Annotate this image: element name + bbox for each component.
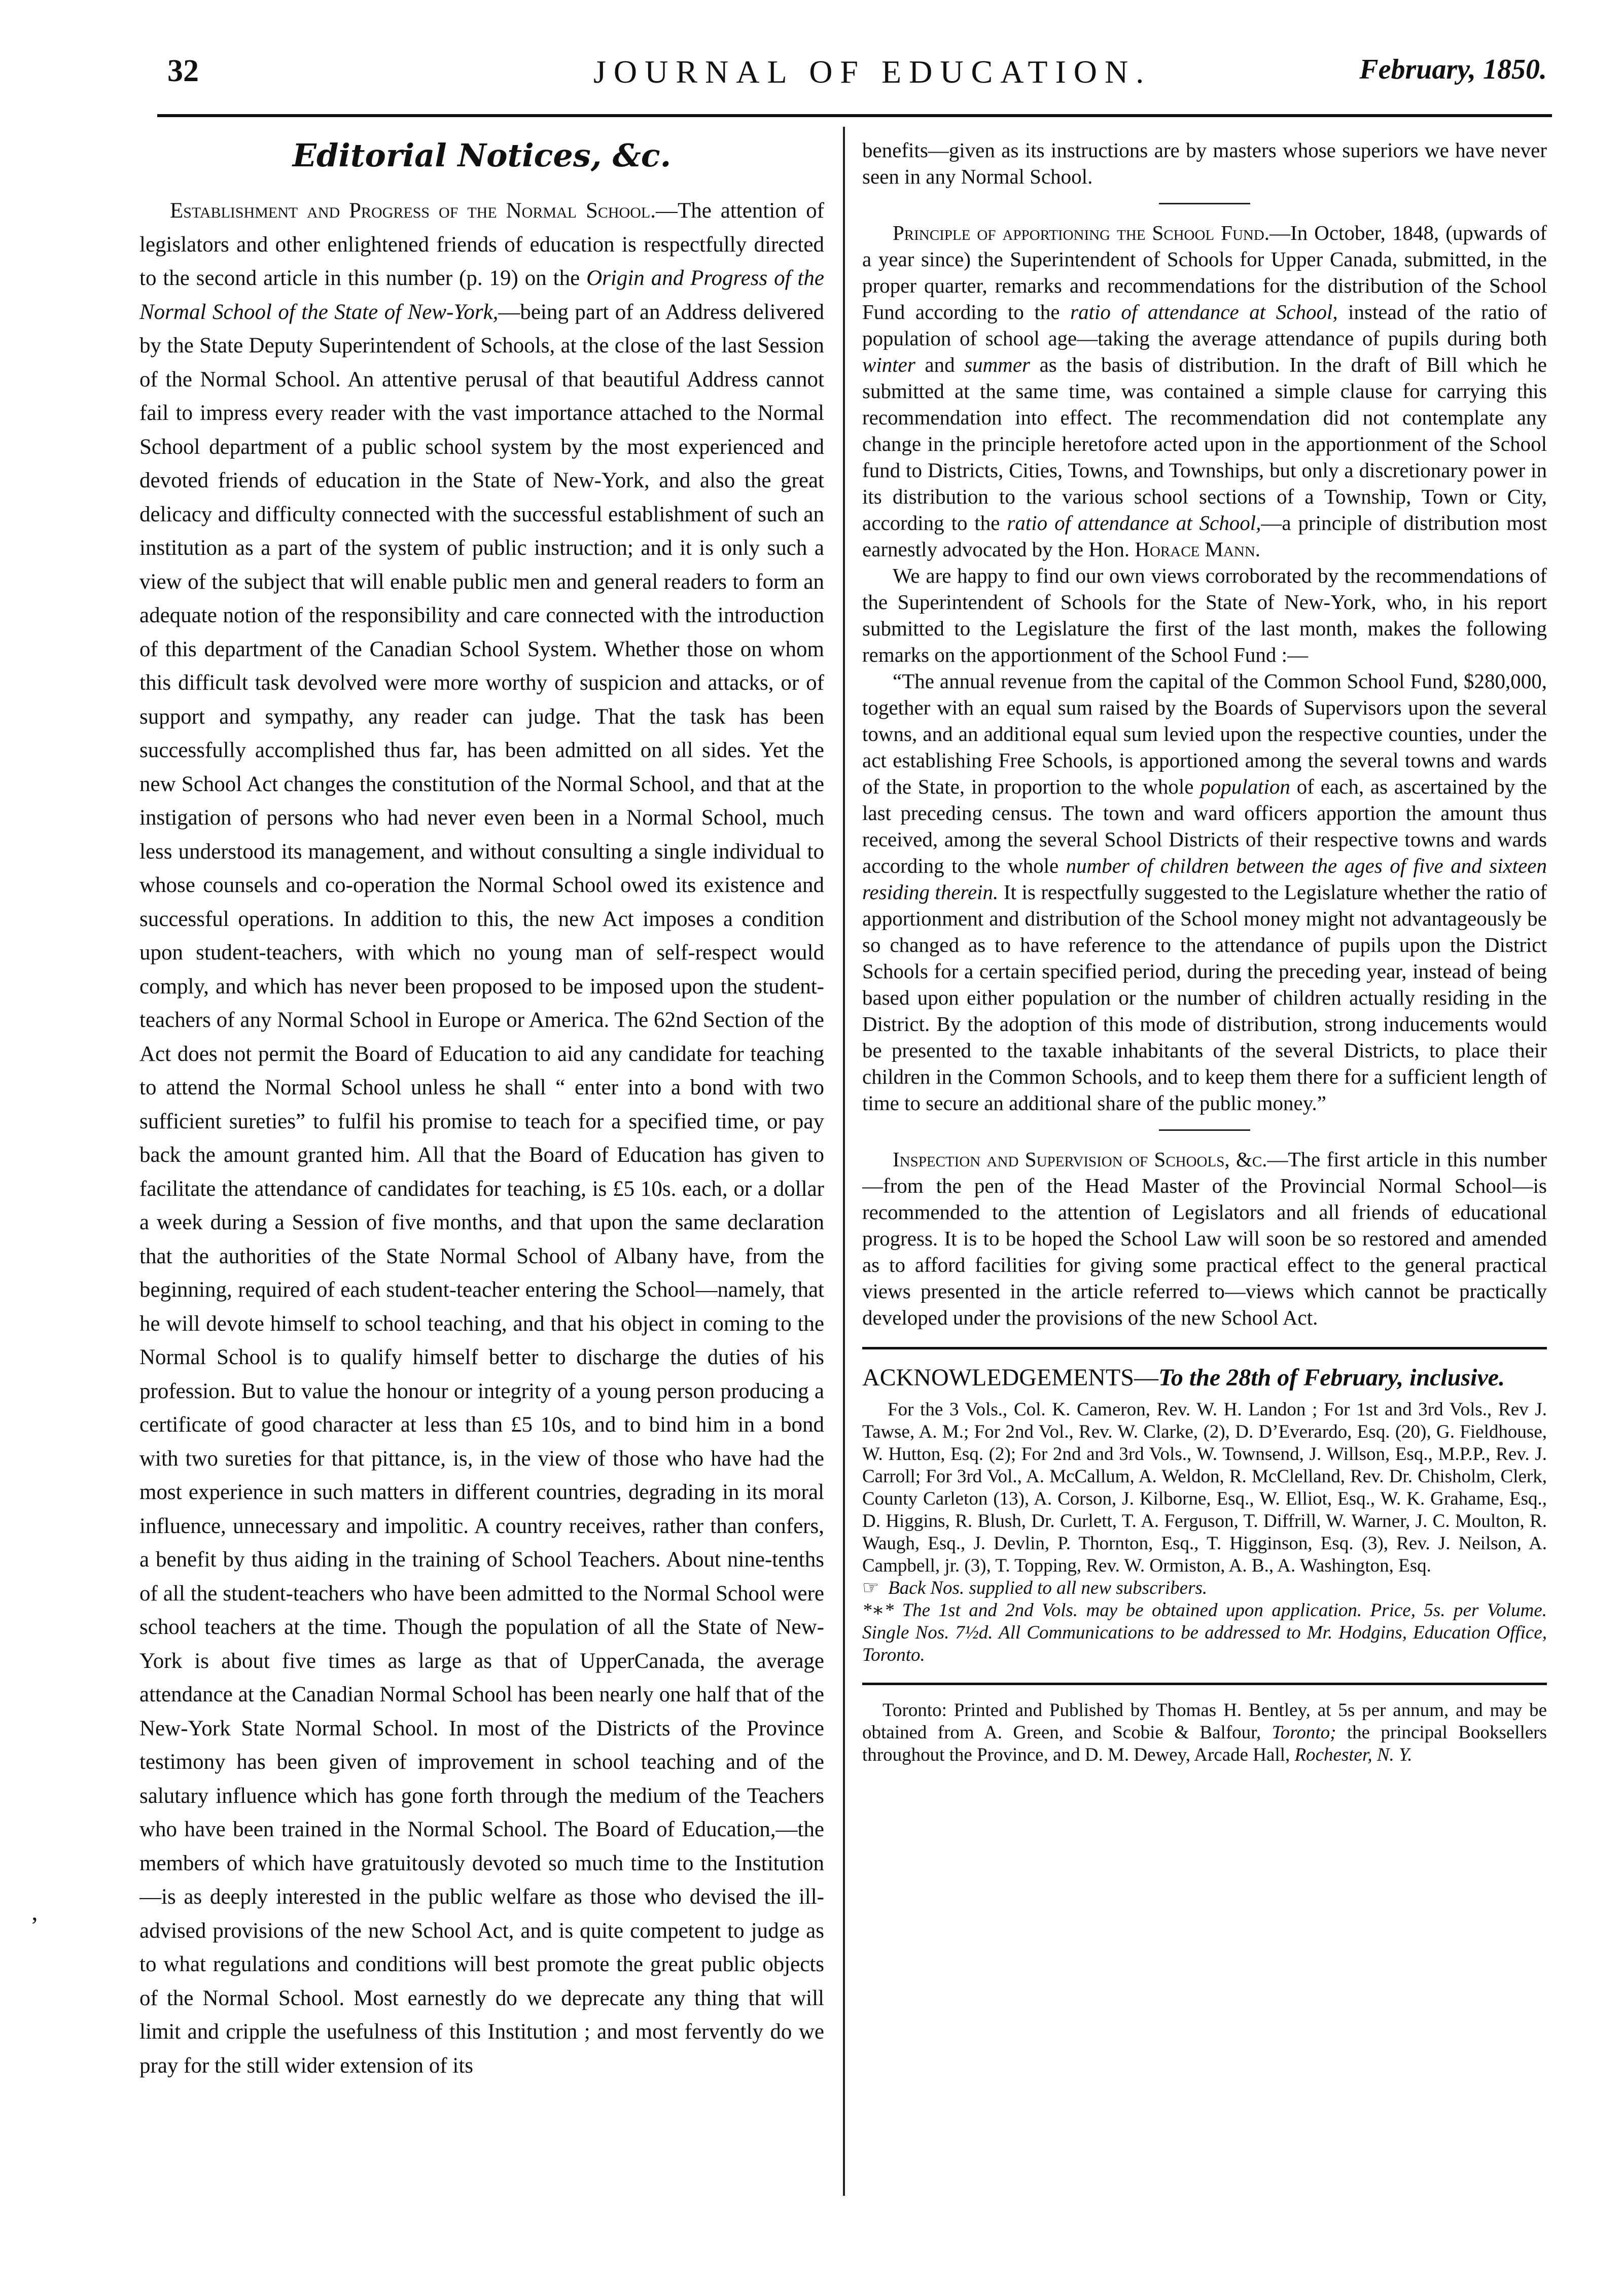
text-run: and [915,353,965,376]
text-run: It is respectfully suggested to the Legislature whether the ratio of apportionment and distribution of the School money might not advantageously be so changed as to have reference to the attendance of pupils upon the District Schools for a certain specified period, during the preceding year, instead of being based upon either population or the number of children actually residing in the District. By the adoption of this mode of distribution, strong inducements would be presented to the taxable inhabitants of the several Districts, to place their children in the Common Schools, and to keep them there for a sufficient length of time to secure an additional share of the public money.” [862,880,1547,1115]
text-run-italic: summer [964,353,1031,376]
imprint [862,1699,1547,1766]
text-run: Toronto: Printed and Published by Thomas H. Bentley, at 5s per annum, and may be obtained from A. Green, and Scobie & Balfour, [862,1700,1547,1743]
person-name: Horace Mann. [1135,538,1261,561]
volumes-note: *∗* The 1st and 2nd Vols. may be obtained upon application. Price, 5s. per Volume. Single Nos. 7½d. All Communications to be addressed to Mr. Hodgins, Education Office, Toronto. [862,1600,1547,1665]
normal-school-title: Establishment and Progress of the Normal School. [170,199,656,223]
issue-date: February, 1850. [1359,54,1547,85]
text-run-italic: winter [862,353,915,376]
text-run-italic: Rochester, N. Y. [1294,1744,1413,1765]
inspection-paragraph [862,1146,1547,1331]
text-run-italic: Toronto; [1272,1722,1336,1743]
text-run: instead of the ratio of population of school age—taking the average attendance of pupils during both [862,300,1547,350]
text-run: —a principle of distribution most earnestly advocated by the Hon. [862,511,1547,561]
right-column [862,137,1547,2236]
left-column-body [139,194,824,2083]
text-run-italic: number of children between the ages of five and sixteen residing therein. [862,854,1547,904]
page-number: 32 [167,54,199,88]
school-fund-paragraph [862,220,1547,562]
text-run: as the basis of distribution. In the draft of Bill which he submitted at the same time, was contained a simple clause for carrying this recommendation into effect. The recommendation did not contemplate any change in the principle heretofore acted upon in the apportionment of the School fund to Districts, Cities, Towns, and Townships, but only a discretionary power in its distribution to the various school sections of a Township, Town or City, according to the [862,353,1547,535]
new-york-views-paragraph: We are happy to find our own views corroborated by the recommendations of the Superintendent of Schools for the State of New-York, who, in his report submitted to the Legislature the first of the last month, makes the following remarks on the apportionment of the School Fund :— [862,564,1547,666]
column-divider [843,127,845,2196]
text-run: —The first article in this number—from the pen of the Head Master of the Provincial Normal School—is recommended to the attention of Legislators and all friends of educational progress. It is to be hoped the School Law will soon be so restored and amended as to afford facilities for giving some practical effect to the general practical views presented in the article referred to—views which cannot be practically developed under the provisions of the new School Act. [862,1148,1547,1329]
acknowledgements-body [862,1399,1547,1577]
text-run: —The attention of legislators and other enlightened friends of education is respectfully directed to the second article in this number (p. 19) on the [139,199,824,290]
text-run-italic: ratio of attendance at School, [1070,300,1338,324]
imprint-rule [862,1683,1547,1685]
back-numbers-text: Back Nos. supplied to all new subscribers. [888,1578,1208,1598]
normal-school-paragraph [139,194,824,2083]
section-rule [1159,1129,1250,1131]
margin-mark: ’ [30,1912,39,1939]
back-numbers-note [862,1577,1547,1599]
school-fund-title: Principle of apportioning the School Fund. [893,221,1270,244]
text-run: “The annual revenue from the capital of the Common School Fund, $280,000, together with an equal sum raised by the Boards of Supervisors upon the several towns, and an additional equal sum levied upon the respective counties, under the act establishing Free Schools, is apportioned among the several towns and wards of the State, in proportion to the whole [862,669,1547,798]
section-rule [1159,203,1250,204]
editorial-notices-heading: Editorial Notices, &c. [292,137,672,174]
acknowledgements-rule [862,1347,1547,1349]
text-run: of each, as ascertained by the last preceding census. The town and ward officers apportion the amount thus received, among the several School Districts of their respective towns and wards according to the whole [862,775,1547,877]
header-rule [157,114,1552,117]
page-header [167,53,1547,99]
text-run: —being part of an Address delivered by the State Deputy Superintendent of Schools, at the close of the last Session of the Normal School. An attentive perusal of that beautiful Address cannot fail to impress every reader with the vast importance attached to the Normal School department of a public school system by the most experienced and devoted friends of education in the State of New-York, and also the great delicacy and difficulty connected with the successful establishment of such an institution as a part of the system of public instruction; and it is only such a view of the subject that will enable public men and general readers to form an adequate notion of the responsibility and care connected with the introduction of this department of the Canadian School System. Whether those on whom this difficult task devolved were more worthy of suspicion and attacks, or of support and sympathy, any reader can judge. That the task has been successfully accomplished thus far, has been admitted on all sides. Yet the new School Act changes the constitution of the Normal School, and that at the instigation of persons who had never even been in a Normal School, much less understood its management, and without consulting a single individual to whose counsels and co-operation the Normal School owed its existence and successful operations. In addition to this, the new Act imposes a condition upon student-teachers, with which no young man of self-respect would comply, and which has never been proposed to be imposed upon the student-teachers of any Normal School in Europe or America. The 62nd Section of the Act does not permit the Board of Education to aid any candidate for teaching to attend the Normal School unless he shall “ enter into a bond with two sufficient sureties” to fulfil his promise to teach for a specified time, or pay back the amount granted him. All that the Board of Education has given to facilitate the attendance of candidates for teaching, is £5 10s. each, or a dollar a week during a Session of five months, and that upon the same declaration that the authorities of the State Normal School of Albany have, from the beginning, required of each student-teacher entering the School—namely, that he will devote himself to school teaching, and that his object in coming to the Normal School is to qualify himself better to discharge the duties of his profession. But to value the honour or integrity of a young person producing a certificate of good character at less than £5 10s, and to bind him in a bond with two sureties for that pittance, is, in the view of those who have had the most experience in such matters in different countries, degrading in its moral influence, unnecessary and impolitic. A country receives, rather than confers, a benefit by thus aiding in the training of School Teachers. About nine-tenths of all the student-teachers who have been admitted to the Normal School were school teachers at the time. Though the population of all the State of New-York is about five times as large as that of UpperCanada, the average attendance at the Canadian Normal School has been nearly one half that of the New-York State Normal School. In most of the Districts of the Province testimony has been given of improvement in school teaching and of the salutary influence which has gone forth through the medium of the Teachers who have been trained in the Normal School. The Board of Education,—the members of which have gratuitously devoted so much time to the Institution—is as deeply interested in the public welfare as those who devised the ill-advised provisions of the new School Act, and is quite competent to judge as to what regulations and conditions will best promote the great public objects of the Normal School. Most earnestly do we deprecate any thing that will limit and cripple the usefulness of this Institution ; and most fervently do we pray for the still wider extension of its [139,300,824,2078]
text-run-italic: Origin and Progress of the Normal School of the State of New-York, [139,266,824,324]
right-column-body [862,137,1547,1331]
quotation-paragraph [862,668,1547,1116]
pointing-hand-icon: ☞ [862,1578,879,1598]
acknowledgements-date-range: To the 28th of February, inclusive. [1158,1364,1505,1391]
acknowledgements-list: For the 3 Vols., Col. K. Cameron, Rev. W. H. Landon ; For 1st and 3rd Vols., Rev J. Tawse, A. M.; For 2nd Vol., Rev. W. Clarke, (2), D. D’Everardo, Esq. (20), G. Fieldhouse, W. Hutton, Esq. (2); For 2nd and 3rd Vols., W. Townsend, J. Willson, Esq., M.P.P., Rev. J. Carroll; For 3rd Vol., A. McCallum, A. Weldon, R. McClelland, Rev. Dr. Chisholm, Clerk, County Carleton (13), A. Corson, J. Kilborne, Esq., W. Elliot, Esq., W. K. Grahame, Esq., D. Higgins, R. Blush, Dr. Curlett, T. A. Ferguson, T. Diffrill, W. Warner, J. C. Moulton, R. Waugh, Esq., J. Devlin, P. Thornton, Esq., T. Higginson, Esq. (3), Rev. J. Neilson, A. Campbell, jr. (3), T. Topping, Rev. W. Ormiston, A. B., A. Washington, Esq. [862,1399,1547,1576]
imprint-text [862,1699,1547,1766]
acknowledgements-title: ACKNOWLEDGEMENTS— [862,1364,1158,1391]
acknowledgements-heading [862,1364,1547,1392]
text-run-italic: population [1200,775,1290,798]
text-run-italic: ratio of attendance at School, [1007,511,1261,535]
text-run: the principal Booksellers throughout the Province, and D. M. Dewey, Arcade Hall, [862,1722,1547,1765]
inspection-title: Inspection and Supervision of Schools, &c. [893,1148,1267,1171]
text-run: —In October, 1848, (upwards of a year since) the Superintendent of Schools for Upper Canada, submitted, in the proper quarter, remarks and recommendations for the distribution of the School Fund according to the [862,221,1547,324]
journal-title: JOURNAL OF EDUCATION. [593,54,1152,90]
continued-paragraph: benefits—given as its instructions are by masters whose superiors we have never seen in any Normal School. [862,138,1547,188]
left-column [139,137,824,2216]
